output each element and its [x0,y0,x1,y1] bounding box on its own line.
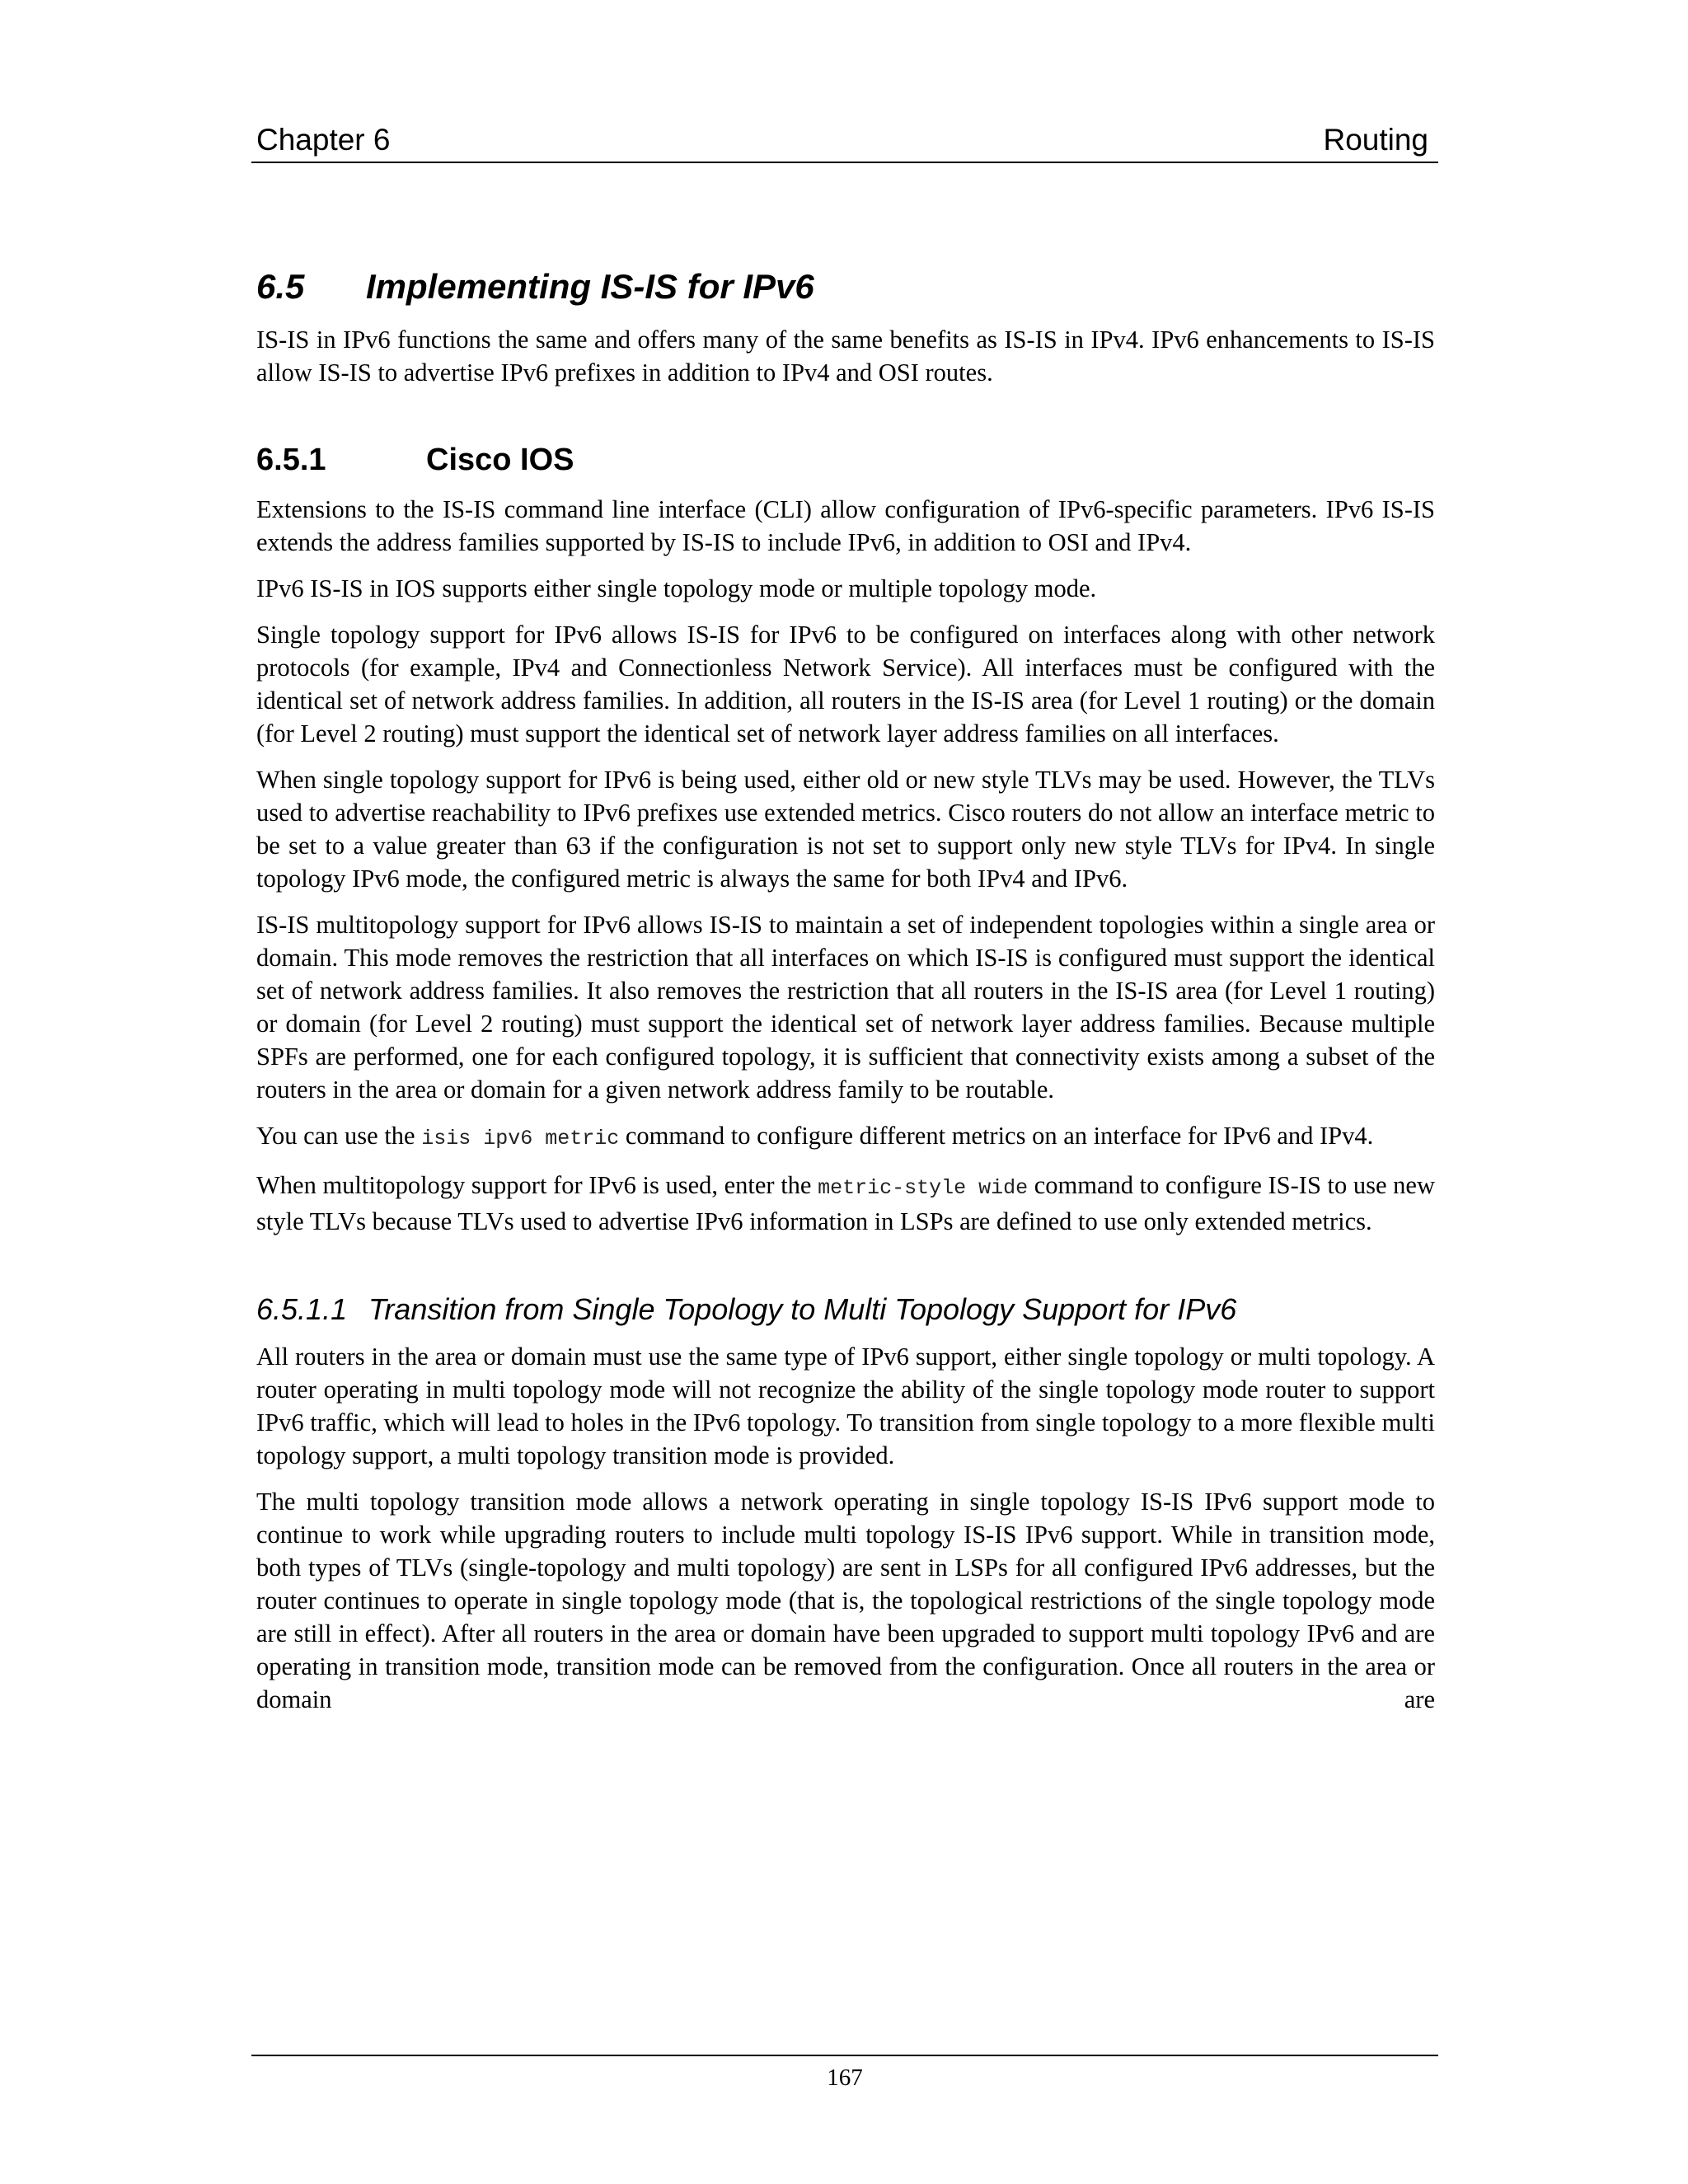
text-segment: command to configure IS-IS to use new style TLVs because TLVs used to advertise IPv6 information in LSPs are defined to use only extended metrics. [256,1171,1435,1235]
text-segment: command to configure different metrics on an interface for IPv6 and IPv4. [619,1122,1374,1150]
paragraph-ipv6-support-type: All routers in the area or domain must use the same type of IPv6 support, either single topology or multi topology. A router operating in multi topology mode will not recognize the ability of the single topology mode router to support IPv6 traffic, which will lead to holes in the IPv6 topology. To transition from single topology to a more flexible multi topology support, a multi topology transition mode is provided. [256,1343,1435,1469]
text-segment: You can use the [256,1122,422,1150]
subsection-heading [256,437,1438,483]
paragraph-isis-metric-command [256,1119,1435,1155]
paragraph-multitopology: IS-IS multitopology support for IPv6 allows IS-IS to maintain a set of independent topologies within a single area or domain. This mode removes the restriction that all interfaces on which IS-IS is configured must support the identical set of network address families. It also removes the restriction that all routers in the IS-IS area (for Level 1 routing) or domain (for Level 2 routing) must support the identical set of network layer address families. Because multiple SPFs are performed, one for each configured topology, it is sufficient that connectivity exists among a subset of the routers in the area or domain for a given network address family to be routable. [256,911,1435,1104]
header-chapter: Chapter 6 [256,123,391,157]
document-page [251,0,1438,2184]
paragraph-transition-mode: The multi topology transition mode allows a network operating in single topology IS-IS IPv6 support mode to continue to work while upgrading routers to include multi topology IS-IS IPv6 support. While in transition mode, both types of TLVs (single-topology and multi topology) are sent in LSPs for all configured IPv6 addresses, but the router continues to operate in single topology mode (that is, the topological restrictions of the single topology mode are still in effect). After all routers in the area or domain have been upgraded to support multi topology IPv6 and are operating in transition mode, transition mode can be removed from the configuration. Once all routers in the area or domain are [256,1488,1435,1713]
inline-command: isis ipv6 metric [421,1127,620,1151]
running-footer [251,2055,1438,2096]
section-title: Implementing IS-IS for IPv6 [366,267,814,306]
section-intro-paragraph: IS-IS in IPv6 functions the same and offers many of the same benefits as IS-IS in IPv4. IPv6 enhancements to IS-IS allow IS-IS to advertise IPv6 prefixes in addition to IPv4 and OSI routes. [256,326,1435,387]
text-segment: When multitopology support for IPv6 is used, enter the [256,1171,818,1199]
subsubsection-number: 6.5.1.1 [256,1292,348,1326]
paragraph-topology-modes: IPv6 IS-IS in IOS supports either single topology mode or multiple topology mode. [256,574,1097,602]
paragraph-tlv-metrics: When single topology support for IPv6 is being used, either old or new style TLVs may be used. However, the TLVs used to advertise reachability to IPv6 prefixes use extended metrics. Cisco routers do not allow an interface metric to be set to a value greater than 63 if the configuration is not set to support only new style TLVs for IPv4. In single topology IPv6 mode, the configured metric is always the same for both IPv4 and IPv6. [256,766,1435,893]
header-topic: Routing [1323,123,1428,157]
subsubsection-heading [256,1289,1438,1330]
subsection-number: 6.5.1 [256,443,326,477]
subsubsection-title: Transition from Single Topology to Multi Topology Support for IPv6 [368,1292,1237,1326]
paragraph-cli-extensions: Extensions to the IS-IS command line interface (CLI) allow configuration of IPv6-specific parameters. IPv6 IS-IS extends the address families supported by IS-IS to include IPv6, in addition to OSI and IPv4. [256,495,1435,556]
paragraph-single-topology: Single topology support for IPv6 allows IS-IS for IPv6 to be configured on interfaces along with other network protocols (for example, IPv4 and Connectionless Network Service). All interfaces must be configured with the identical set of network address families. In addition, all routers in the IS-IS area (for Level 1 routing) or the domain (for Level 2 routing) must support the identical set of network layer address families on all interfaces. [256,621,1435,748]
section-number: 6.5 [256,267,305,306]
page-number: 167 [827,2064,863,2091]
section-heading [256,262,1438,312]
page-content [256,262,1438,1729]
subsection-title: Cisco IOS [426,443,574,477]
paragraph-metric-style-command [256,1169,1435,1238]
inline-command: metric-style wide [818,1176,1029,1200]
running-header [251,122,1438,163]
